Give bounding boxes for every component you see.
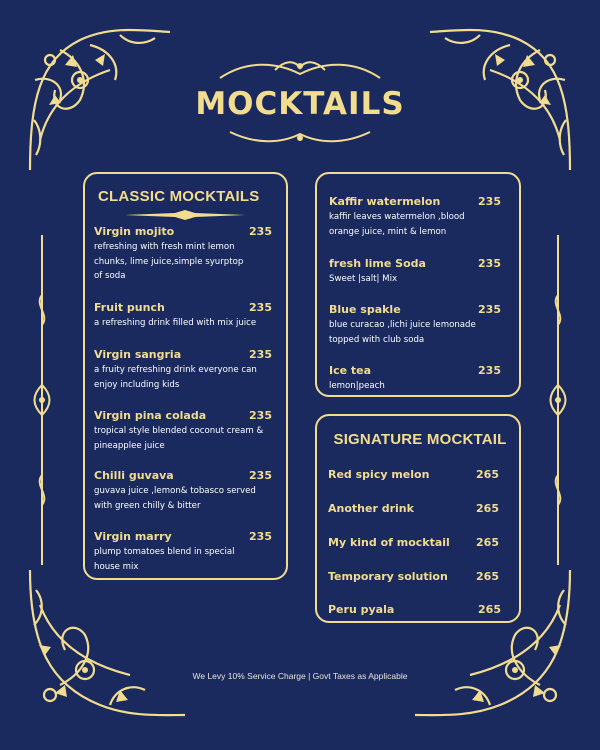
- signature-mocktail-panel: [315, 414, 521, 623]
- item-name: Blue spakle: [329, 303, 401, 316]
- footer-note: We Levy 10% Service Charge | Govt Taxes as Applicable: [192, 671, 408, 681]
- item-description: a fruity refreshing drink everyone can enjoy including kids: [94, 365, 257, 390]
- item-description: lemon|peach: [329, 381, 385, 391]
- item-description: tropical style blended coconut cream & pineapplee juice: [94, 426, 264, 451]
- item-name: fresh lime Soda: [329, 257, 426, 270]
- classic-mocktails-panel: [83, 172, 288, 580]
- side-ornament-right-icon: [546, 235, 570, 565]
- item-description: Sweet |salt| Mix: [329, 274, 398, 284]
- item-name: Virgin mojito: [94, 225, 175, 238]
- item-price: 265: [478, 603, 501, 616]
- item-name: Kaffir watermelon: [329, 195, 441, 208]
- item-name: Virgin pina colada: [94, 409, 207, 422]
- item-price: 235: [478, 364, 501, 377]
- item-price: 235: [249, 530, 272, 543]
- signature-mocktail-heading: SIGNATURE MOCKTAIL: [333, 431, 507, 448]
- item-name: Peru pyala: [328, 603, 395, 616]
- item-description: blue curacao ,lichi juice lemonade topped with club soda: [329, 320, 476, 345]
- item-name: Ice tea: [329, 364, 372, 377]
- side-ornament-left-icon: [30, 235, 54, 565]
- classic-mocktails-heading: CLASSIC MOCKTAILS: [98, 188, 260, 205]
- item-price: 235: [249, 225, 272, 238]
- item-price: 265: [476, 468, 499, 481]
- item-price: 235: [478, 257, 501, 270]
- item-name: Fruit punch: [94, 301, 165, 314]
- page-title: MOCKTAILS: [195, 86, 405, 122]
- item-description: a refreshing drink filled with mix juice: [94, 318, 257, 328]
- heading-divider-icon: [125, 210, 245, 220]
- item-description: plump tomatoes blend in special house mix: [94, 547, 235, 572]
- title-ornament-bottom-icon: [225, 126, 375, 148]
- item-price: 235: [249, 301, 272, 314]
- item-price: 265: [476, 570, 499, 583]
- item-price: 235: [478, 303, 501, 316]
- item-price: 235: [249, 469, 272, 482]
- item-description: kaffir leaves watermelon ,blood orange juice, mint & lemon: [329, 212, 465, 237]
- item-price: 235: [249, 409, 272, 422]
- title-ornament-top-icon: [215, 56, 385, 86]
- item-description: refreshing with fresh mint lemon chunks, lime juice,simple syurptop of soda: [94, 242, 244, 281]
- item-price: 235: [478, 195, 501, 208]
- item-name: Temporary solution: [328, 570, 448, 583]
- item-name: Virgin sangria: [94, 348, 182, 361]
- item-price: 265: [476, 536, 499, 549]
- item-price: 265: [476, 502, 499, 515]
- item-price: 235: [249, 348, 272, 361]
- item-name: Another drink: [328, 502, 414, 515]
- item-name: Chilli guvava: [94, 469, 174, 482]
- item-name: My kind of mocktail: [328, 536, 450, 549]
- item-name: Red spicy melon: [328, 468, 430, 481]
- more-mocktails-panel: [315, 172, 521, 397]
- item-name: Virgin marry: [94, 530, 172, 543]
- item-description: guvava juice ,lemon& tobasco served with green chilly & bitter: [94, 486, 256, 511]
- corner-ornament-bottom-left-icon: [20, 565, 190, 730]
